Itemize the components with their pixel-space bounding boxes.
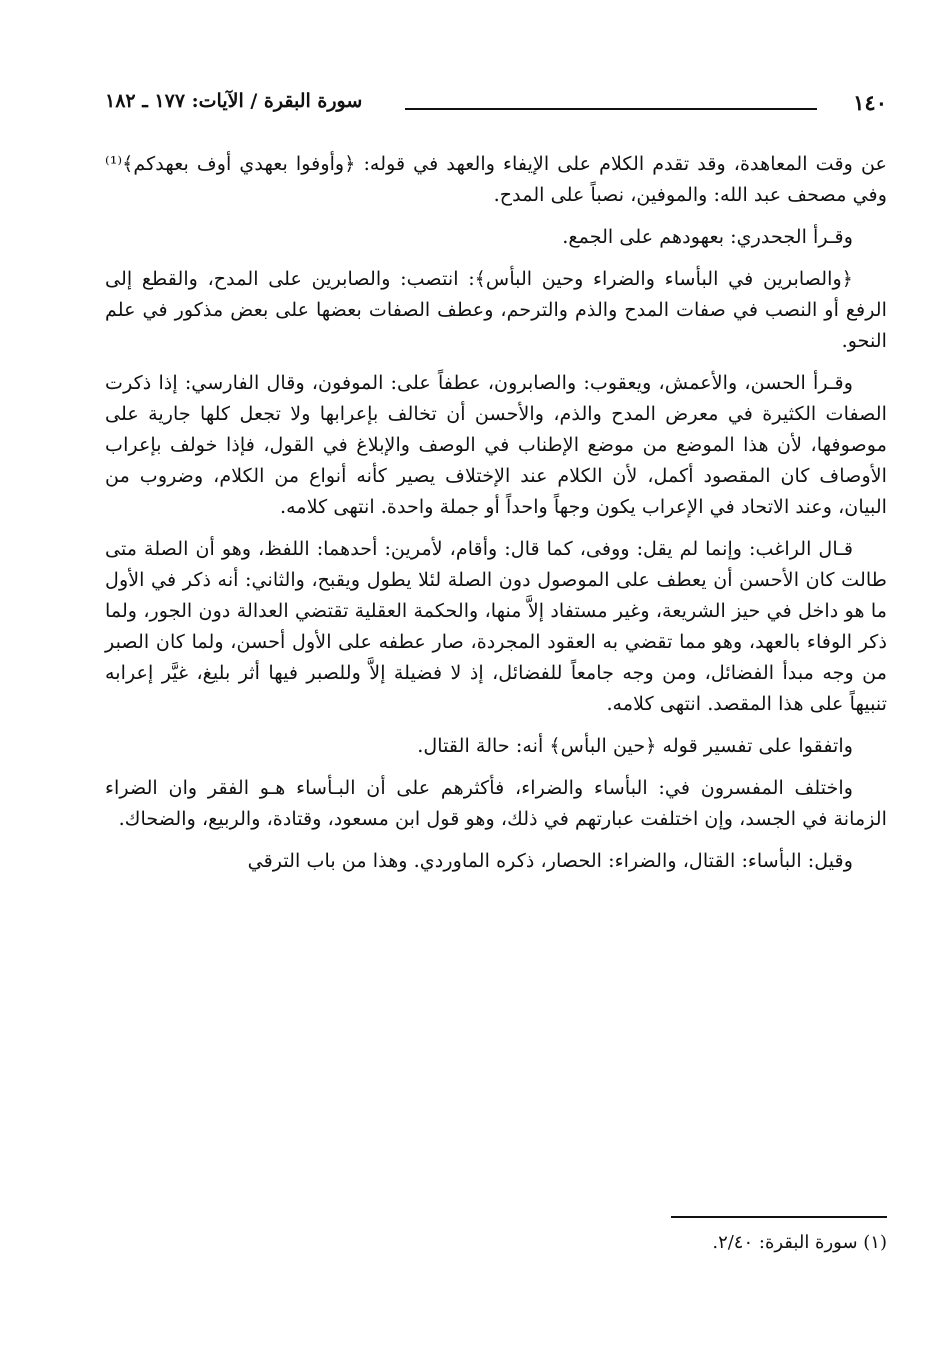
header-rule (405, 108, 817, 110)
paragraph: واتفقوا على تفسير قوله ﴿حين البأس﴾ أنه: حالة القتال. (417, 734, 853, 757)
document-page (105, 78, 887, 1308)
paragraph: وقـرأ الحسن، والأعمش، ويعقوب: والصابرون، عطفاً على: الموفون، وقال الفارسي: إذا ذكرت الصفات الكثيرة في معرض المدح والذم، والأحسن أن تخالف بإعرابها ولا تجعل كلها جارية على موصوفها، لأن هذا الموضع من موضع الإطناب في الوصف والإبلاغ في القول، فإذا خولف بإعراب الأوصاف كان المقصود أكمل، لأن الكلام عند الإختلاف يصير كأنه أنواع من الكلام، وضروب من البيان، وعند الاتحاد في الإعراب يكون وجهاً واحداً أو جملة واحدة. انتهى كلامه. (105, 371, 887, 518)
footnote-rule (671, 1216, 887, 1218)
page-number: ١٤٠ (853, 90, 887, 115)
paragraph: ﴿والصابرين في البأساء والضراء وحين البأس﴾: انتصب: والصابرين على المدح، والقطع إلى الرفع أو النصب في صفات المدح والذم والترحم، وعطف الصفات بعضها على بعض مذكور في علم النحو. (105, 267, 887, 352)
page-header (105, 90, 887, 116)
paragraph: عن وقت المعاهدة، وقد تقدم الكلام على الإيفاء والعهد في قوله: ﴿وأوفوا بعهدي أوف بعهدكم﴾⁽¹⁾ وفي مصحف عبد الله: والموفين، نصباً على المدح. (105, 152, 887, 206)
paragraph: قـال الراغب: وإنما لم يقل: ووفى، كما قال: وأقام، لأمرين: أحدهما: اللفظ، وهو أن الصلة متى طالت كان الأحسن أن يعطف على الموصول دون الصلة لئلا يطول ويقبح، والثاني: أنه ذكر في الأول ما هو داخل في حيز الشريعة، وغير مستفاد إلاَّ منها، والحكمة العقلية تقتضي العدالة دون الجور، ولما ذكر الوفاء بالعهد، وهو مما تقضي به العقود المجردة، صار عطفه على الأول أحسن، ولما كان الصبر من وجه مبدأ الفضائل، ومن وجه جامعاً للفضائل، إذ لا فضيلة إلاَّ وللصبر فيها أثر بليغ، غيَّر إعرابه تنبيهاً على هذا المقصد. انتهى كلامه. (105, 537, 887, 715)
body-text (105, 148, 887, 887)
paragraph: وقـرأ الجحدري: بعهودهم على الجمع. (562, 225, 853, 248)
paragraph: وقيل: البأساء: القتال، والضراء: الحصار، ذكره الماوردي. وهذا من باب الترقي (247, 849, 853, 872)
running-title: سورة البقرة / الآيات: ١٧٧ ـ ١٨٢ (105, 90, 363, 112)
paragraph: واختلف المفسرون في: البأساء والضراء، فأكثرهم على أن البـأساء هـو الفقر وان الضراء الزمانة في الجسد، وإن اختلفت عبارتهم في ذلك، وهو قول ابن مسعود، وقتادة، والربيع، والضحاك. (105, 776, 887, 830)
footnote: (١) سورة البقرة: ٢/٤٠. (712, 1232, 887, 1253)
